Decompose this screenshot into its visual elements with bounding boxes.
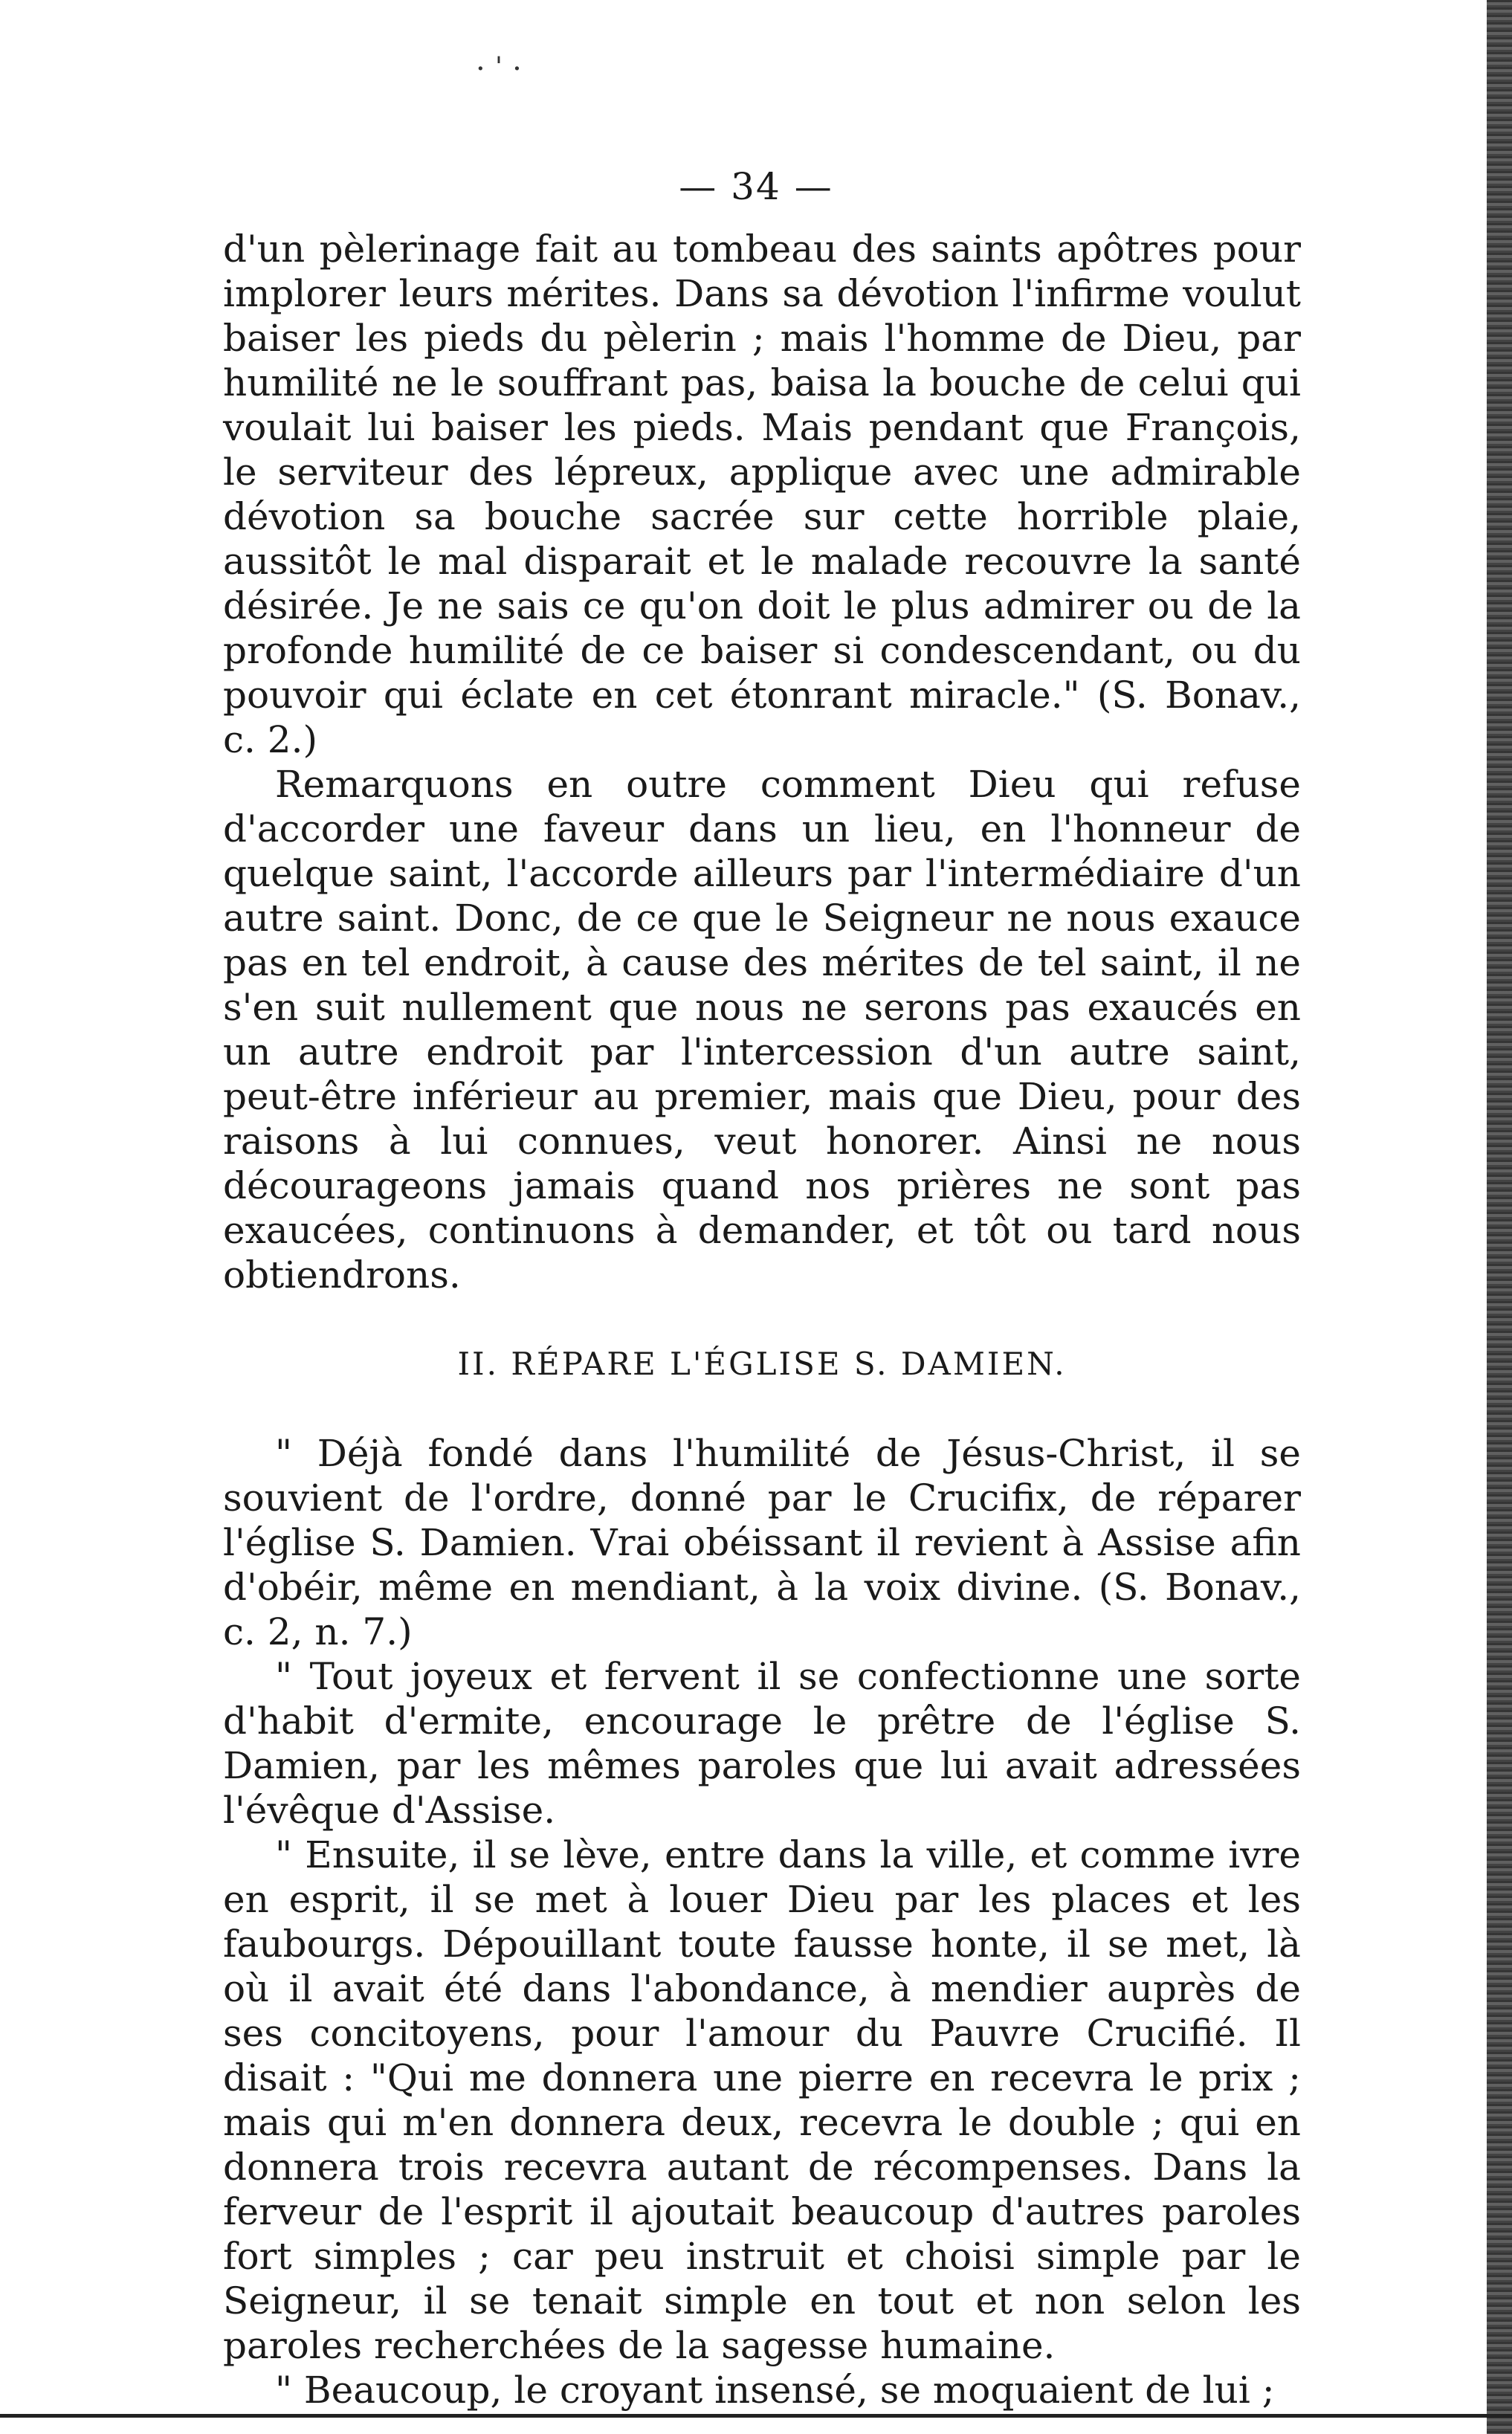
section-paragraph-2: " Tout joyeux et fervent il se confectionne une sorte d'habit d'ermite, encourage le prêtre de l'église S. Damien, par les mêmes paroles que lui avait adressées l'évêque d'Assise. bbox=[223, 1655, 1301, 1832]
paragraph-1: d'un pèlerinage fait au tombeau des saints apôtres pour implorer leurs mérites. Dans sa dévotion l'infirme voulut baiser les pieds du pèlerin ; mais l'homme de Dieu, par humilité ne le souffrant pas, baisa la bouche de celui qui voulait lui baiser les pieds. Mais pendant que François, le serviteur des lépreux, applique avec une admirable dévotion sa bouche sacrée sur cette horrible plaie, aussitôt le mal disparait et le malade recouvre la santé désirée. Je ne sais ce qu'on doit le plus admirer ou de la profonde humilité de ce baiser si condescendant, ou du pouvoir qui éclate en cet étonrant miracle." (S. Bonav., c. 2.) bbox=[223, 227, 1301, 761]
scan-bottom-line bbox=[0, 2414, 1512, 2418]
scan-edge-border bbox=[1487, 0, 1512, 2434]
section-paragraph-3: " Ensuite, il se lève, entre dans la ville, et comme ivre en esprit, il se met à louer Dieu par les places et les faubourgs. Dépouillant toute fausse honte, il se met, là où il avait été dans l'abondance, à mendier auprès de ses concitoyens, pour l'amour du Pauvre Crucifié. Il disait : "Qui me donnera une pierre en recevra le prix ; mais qui m'en donnera deux, recevra le double ; qui en donnera trois recevra autant de récompenses. Dans la ferveur de l'esprit il ajoutait beaucoup d'autres paroles fort simples ; car peu instruit et choisi simple par le Seigneur, il se tenait simple en tout et non selon les paroles recherchées de la sagesse humaine. bbox=[223, 1833, 1301, 2367]
section-paragraph-4: " Beaucoup, le croyant insensé, se moquaient de lui ; bbox=[275, 2369, 1275, 2412]
page-number: — 34 — bbox=[679, 165, 833, 208]
section-heading: II. RÉPARE L'ÉGLISE S. DAMIEN. bbox=[457, 1346, 1067, 1382]
scan-specks: · ˈ · bbox=[476, 52, 522, 86]
page-body bbox=[223, 227, 1301, 2412]
section-paragraph-1: " Déjà fondé dans l'humilité de Jésus-Christ, il se souvient de l'ordre, donné par le Crucifix, de réparer l'église S. Damien. Vrai obéissant il revient à Assise afin d'obéir, même en mendiant, à la voix divine. (S. Bonav., c. 2, n. 7.) bbox=[223, 1432, 1301, 1653]
paragraph-2: Remarquons en outre comment Dieu qui refuse d'accorder une faveur dans un lieu, en l'honneur de quelque saint, l'accorde ailleurs par l'intermédiaire d'un autre saint. Donc, de ce que le Seigneur ne nous exauce pas en tel endroit, à cause des mérites de tel saint, il ne s'en suit nullement que nous ne serons pas exaucés en un autre endroit par l'intercession d'un autre saint, peut-être inférieur au premier, mais que Dieu, pour des raisons à lui connues, veut honorer. Ainsi ne nous décourageons jamais quand nos prières ne sont pas exaucées, continuons à demander, et tôt ou tard nous obtiendrons. bbox=[223, 763, 1301, 1297]
